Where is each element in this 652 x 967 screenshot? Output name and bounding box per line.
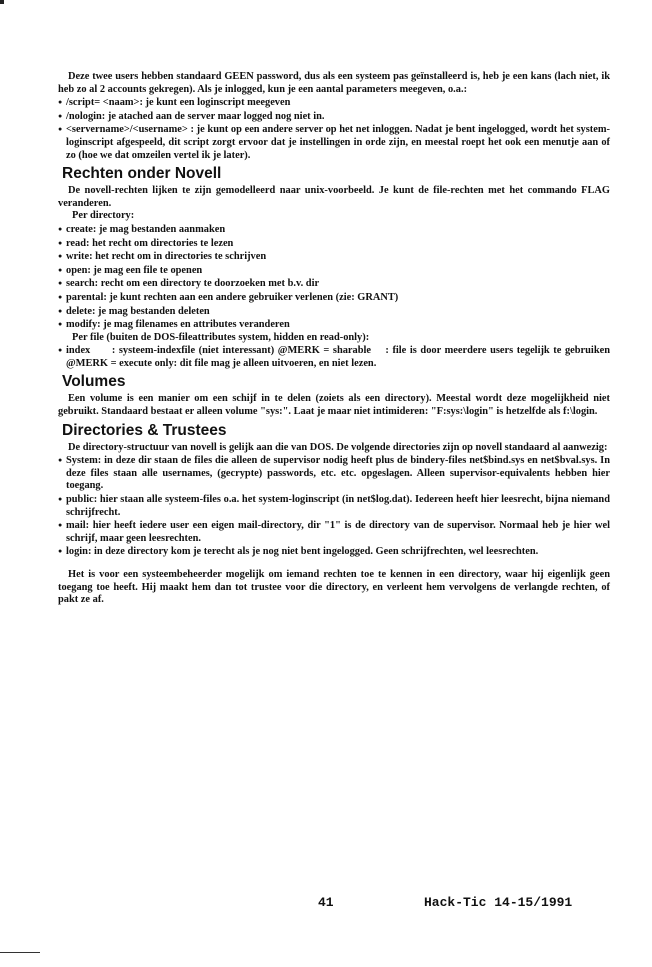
corner-mark — [0, 0, 4, 4]
section-heading-rechten: Rechten onder Novell — [62, 165, 222, 183]
intro-paragraph: Deze twee users hebben standaard GEEN password, dus als een systeem pas geïnstalleerd is, heb je een kans (lach niet, ik heb zo al 2 accounts gekregen). Als je inlogged, kun je een aantal parameters meegeven, o.a.: — [58, 71, 610, 95]
list-item: ● /nologin: je atached aan de server maar logged nog niet in. — [58, 110, 610, 124]
directories-intro: De directory-structuur van novell is gelijk aan die van DOS. De volgende directories zijn op novell standaard al aanwezig: — [68, 441, 608, 453]
list-item: ● public: hier staan alle systeem-files o.a. het system-loginscript (in net$log.dat). Iedereen heeft hier leesrecht, bijna niemand schrijfrecht. — [58, 493, 610, 519]
list-item: ● create: je mag bestanden aanmaken — [58, 223, 610, 237]
list-item: ● search: recht om een directory te doorzoeken met b.v. dir — [58, 277, 610, 291]
login-parameter-list — [58, 96, 610, 162]
list-item: ● write: het recht om in directories te schrijven — [58, 250, 610, 264]
per-file-label: Per file (buiten de DOS-fileattributes system, hidden en read-only): — [72, 331, 370, 343]
section-heading-volumes: Volumes — [62, 373, 126, 391]
directory-rights-list — [58, 223, 610, 332]
list-item: ● mail: hier heeft iedere user een eigen mail-directory, dir "1" is de directory van de supervisor. Normaal heb je hier wel schrijf, maar geen leesrechten. — [58, 519, 610, 545]
rechten-intro: De novell-rechten lijken te zijn gemodelleerd naar unix-voorbeeld. Je kunt de file-rechten met het commando FLAG veranderen. — [58, 185, 610, 209]
magazine-issue: Hack-Tic 14-15/1991 — [424, 895, 573, 910]
list-item: ● <servername>/<username> : je kunt op een andere server op het net inloggen. Nadat je bent ingelogged, wordt het system-loginscript afgespeeld, dit script zorgt ervoor dat je instellingen in orde zijn, en meestal roept het ook een menutje aan of zo (hoe we dat omzeilen vertel ik je later). — [58, 123, 610, 162]
list-item: ● login: in deze directory kom je terecht als je nog niet bent ingelogged. Geen schrijfrechten, wel leesrechten. — [58, 545, 610, 559]
list-item: ● delete: je mag bestanden deleten — [58, 305, 610, 319]
list-item: ● System: in deze dir staan de files die alleen de supervisor nodig heeft plus de bindery-files net$bind.sys en net$bval.sys. In deze files staan alle usernames, (gecrypte) passwords, etc. etc. opgeslagen. Alleen supervisor-equivalents hebben hier toegang. — [58, 454, 610, 493]
list-item: ● /script= <naam>: je kunt een loginscript meegeven — [58, 96, 610, 110]
page-number: 41 — [318, 895, 334, 910]
list-item: ● parental: je kunt rechten aan een andere gebruiker verlenen (zie: GRANT) — [58, 291, 610, 305]
trustee-paragraph: Het is voor een systeembeheerder mogelijk om iemand rechten toe te kennen in een directory, waar hij eigenlijk geen toegang toe heeft. Hij maakt hem dan tot trustee voor die directory, en verleent hem vervolgens de verlangde rechten, of pakt ze af. — [58, 569, 610, 606]
bottom-rule — [0, 952, 40, 953]
article-body — [58, 71, 613, 607]
list-item: ● modify: je mag filenames en attributes veranderen — [58, 318, 610, 332]
list-item: ● read: het recht om directories te lezen — [58, 237, 610, 251]
list-item: ● index : systeem-indexfile (niet interessant) @MERK = sharable : file is door meerdere users tegelijk te gebruiken @MERK = execute only: dit file mag je alleen uitvoeren, en niet lezen. — [58, 344, 610, 370]
list-item: ● open: je mag een file te openen — [58, 264, 610, 278]
standard-directories-list — [58, 454, 610, 559]
section-heading-directories: Directories & Trustees — [62, 421, 227, 439]
per-directory-label: Per directory: — [72, 210, 135, 222]
file-attributes-list — [58, 344, 613, 370]
volumes-paragraph: Een volume is een manier om een schijf in te delen (zoiets als een directory). Meestal wordt deze mogelijkheid niet gebruikt. Standaard bestaat er alleen volume "sys:". Laat je maar niet intimideren: "F:sys:\login" is hetzelfde als f:\login. — [58, 393, 610, 418]
